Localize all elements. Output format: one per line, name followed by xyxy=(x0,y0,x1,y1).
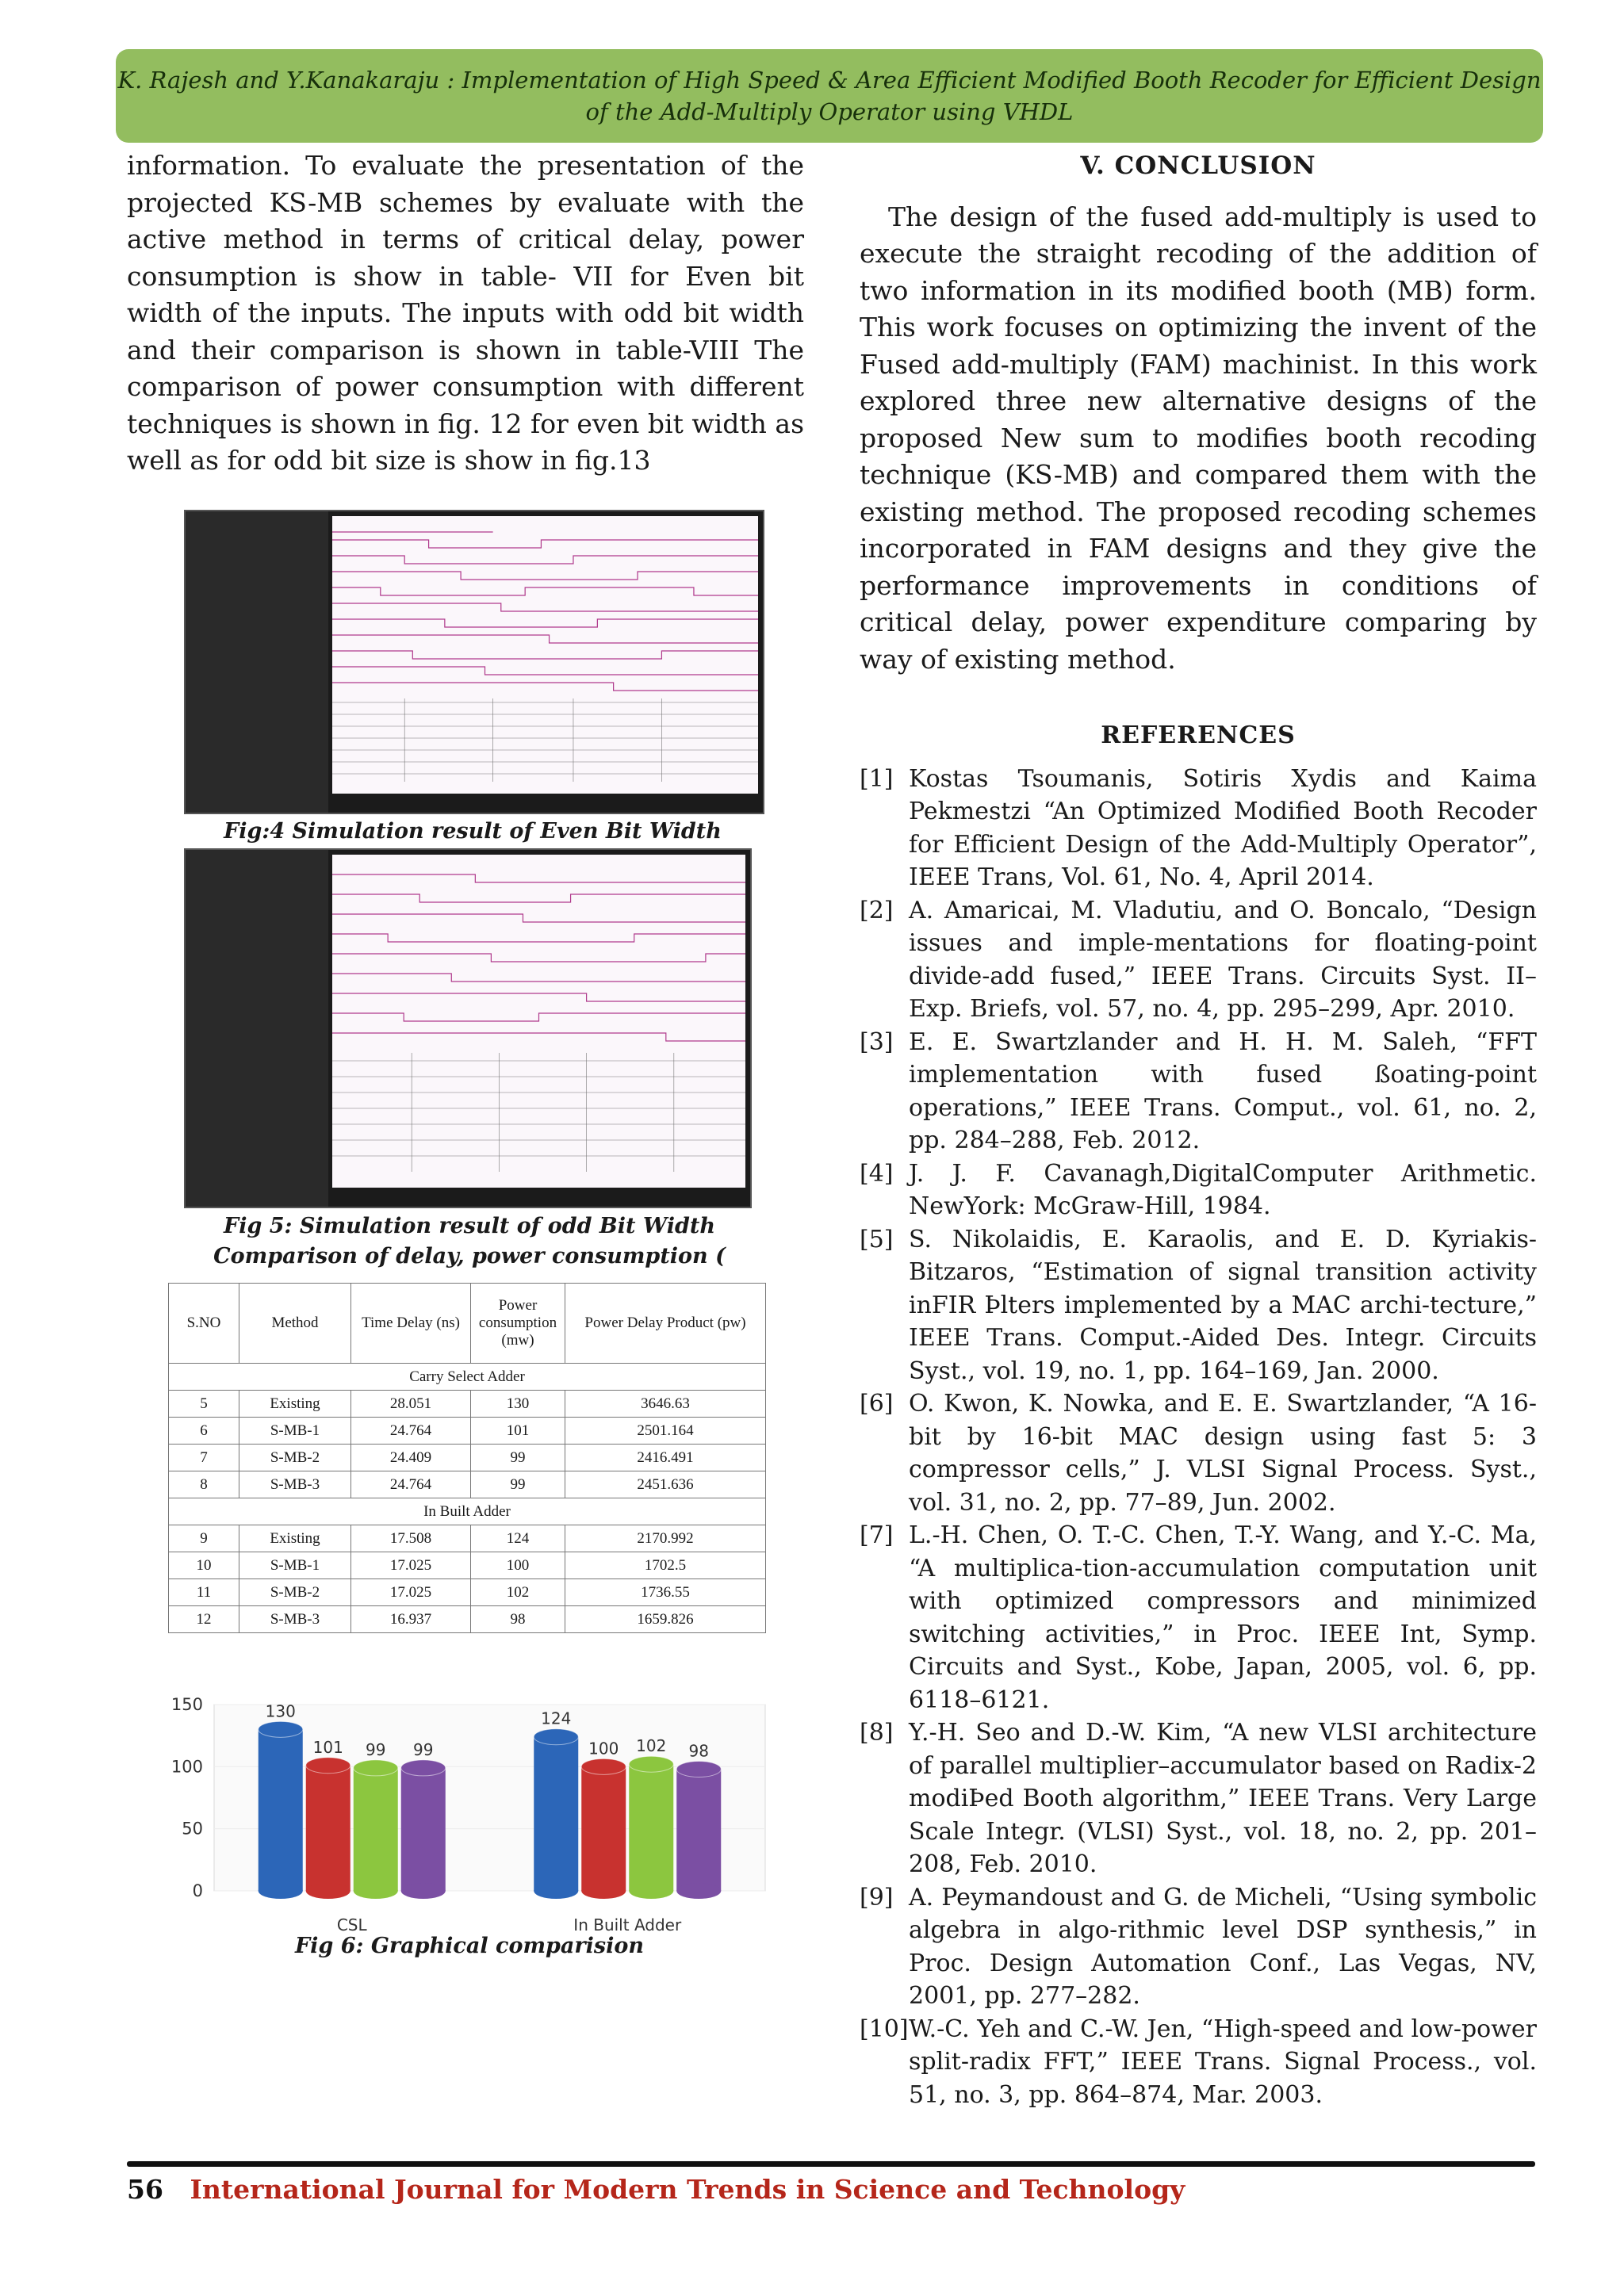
cell: S-MB-1 xyxy=(239,1552,351,1579)
left-intro-paragraph xyxy=(127,147,804,480)
cell: 12 xyxy=(169,1606,239,1633)
bar xyxy=(354,1768,398,1891)
header-sno: S.NO xyxy=(169,1284,239,1364)
bar-top xyxy=(401,1760,446,1776)
waveform-pane xyxy=(332,855,745,1188)
cell: 102 xyxy=(471,1579,565,1606)
cell: 9 xyxy=(169,1525,239,1552)
bar-top xyxy=(534,1729,578,1745)
references-list xyxy=(860,763,1537,2112)
y-tick-label: 150 xyxy=(170,1695,203,1714)
cell: 16.937 xyxy=(351,1606,471,1633)
signal-names-pane xyxy=(186,850,328,1207)
bar-top xyxy=(581,1758,626,1774)
bar-base xyxy=(534,1883,578,1899)
reference-number: [2] xyxy=(860,896,894,924)
bar-top xyxy=(629,1756,673,1772)
cell: 1736.55 xyxy=(565,1579,766,1606)
reference-number: [7] xyxy=(860,1521,894,1549)
cell: S-MB-3 xyxy=(239,1606,351,1633)
signal-names-pane xyxy=(186,511,328,813)
cell: 5 xyxy=(169,1391,239,1418)
reference-text: L.-H. Chen, O. T.-C. Chen, T.-Y. Wang, and Y.-C. Ma, “A multiplica-tion-accumulation computation unit with optimized compressors and minimized switching activities,” in Proc. IEEE Int, Symp. Circuits and Syst., Kobe, Japan, 2005, vol. 6, pp. 6118–6121. xyxy=(909,1521,1537,1714)
cell: 2501.164 xyxy=(565,1418,766,1445)
y-tick-label: 0 xyxy=(192,1881,203,1900)
waveform-pane xyxy=(332,516,758,794)
fig4-simulation-image xyxy=(184,510,764,814)
section-number: V. xyxy=(1080,151,1105,180)
cell: 98 xyxy=(471,1606,565,1633)
comparison-table xyxy=(168,1283,766,1633)
table-row xyxy=(169,1391,766,1418)
reference-item xyxy=(860,1716,1537,1881)
section-title: CONCLUSION xyxy=(1114,151,1316,180)
data-label: 102 xyxy=(636,1736,667,1756)
table-row xyxy=(169,1579,766,1606)
cell: 28.051 xyxy=(351,1391,471,1418)
cell: 8 xyxy=(169,1471,239,1498)
bar xyxy=(259,1729,303,1891)
reference-number: [8] xyxy=(860,1719,894,1747)
reference-text: A. Peymandoust and G. de Micheli, “Using symbolic algebra in algo-rithmic level DSP synthesis,” in Proc. Design Automation Conf., Las Vegas, NV, 2001, pp. 277–282. xyxy=(909,1883,1537,2010)
fig5-caption xyxy=(184,1211,755,1272)
fig5-caption-line-1: Fig 5: Simulation result of odd Bit Width xyxy=(224,1214,715,1238)
cell: 24.764 xyxy=(351,1418,471,1445)
power-comparison-chart xyxy=(167,1689,777,1942)
reference-item xyxy=(860,1387,1537,1519)
cell: S-MB-2 xyxy=(239,1579,351,1606)
bar-base xyxy=(306,1883,350,1899)
running-header xyxy=(116,49,1543,143)
bar-base xyxy=(676,1883,721,1899)
cell: 17.025 xyxy=(351,1552,471,1579)
header-power: Power consumption (mw) xyxy=(471,1284,565,1364)
reference-text: S. Nikolaidis, E. Karaolis, and E. D. Kyriakis-Bitzaros, “Estimation of signal transition activity inFIR Þlters implemented by a MAC archi-tecture,” IEEE Trans. Comput.-Aided Des. Integr. Circuits Syst., vol. 19, no. 1, pp. 164–169, Jan. 2000. xyxy=(909,1225,1537,1385)
bar-top xyxy=(306,1758,350,1774)
reference-text: Y.-H. Seo and D.-W. Kim, “A new VLSI architecture of parallel multiplier–accumulator based on Radix-2 modiÞed Booth algorithm,” IEEE Trans. Very Large Scale Integr. (VLSI) Syst., vol. 18, no. 2, pp. 201–208, Feb. 2010. xyxy=(909,1719,1537,1878)
bar xyxy=(629,1764,673,1891)
cell: 17.025 xyxy=(351,1579,471,1606)
cell: 17.508 xyxy=(351,1525,471,1552)
footer-rule xyxy=(127,2161,1535,2167)
conclusion-paragraph xyxy=(860,199,1537,679)
reference-item xyxy=(860,763,1537,894)
reference-text: W.-C. Yeh and C.-W. Jen, “High-speed and low-power split-radix FFT,” IEEE Trans. Signal Process., vol. 51, no. 3, pp. 864–874, Mar. 2003. xyxy=(909,2015,1537,2109)
group-label: Carry Select Adder xyxy=(169,1364,766,1391)
reference-text: A. Amaricai, M. Vladutiu, and O. Boncalo, “Design issues and imple-mentations for floating-point divide-add fused,” IEEE Trans. Circuits Syst. II–Exp. Briefs, vol. 57, no. 4, pp. 295–299, Apr. 2010. xyxy=(909,896,1537,1023)
reference-text: J. J. F. Cavanagh,DigitalComputer Arithmetic. NewYork: McGraw-Hill, 1984. xyxy=(909,1159,1537,1220)
reference-number: [5] xyxy=(860,1225,894,1253)
cell: 124 xyxy=(471,1525,565,1552)
header-time-delay: Time Delay (ns) xyxy=(351,1284,471,1364)
header-line-1: K. Rajesh and Y.Kanakaraju : Implementation of High Speed & Area Efficient Modified Booth Recoder for Efficient Design xyxy=(117,67,1542,94)
cell: 7 xyxy=(169,1445,239,1471)
table-row xyxy=(169,1445,766,1471)
x-tick-label: In Built Adder xyxy=(573,1915,682,1934)
data-label: 124 xyxy=(541,1709,572,1728)
cell: 1702.5 xyxy=(565,1552,766,1579)
cell: 99 xyxy=(471,1471,565,1498)
bar xyxy=(401,1768,446,1891)
data-label: 100 xyxy=(588,1739,619,1758)
fig5-simulation-image xyxy=(184,848,752,1208)
data-label: 101 xyxy=(312,1737,343,1757)
group-label: In Built Adder xyxy=(169,1498,766,1525)
references-heading: REFERENCES xyxy=(1101,721,1296,749)
bar-base xyxy=(629,1883,673,1899)
page-footer xyxy=(127,2174,1185,2205)
fig6-caption: Fig 6: Graphical comparision xyxy=(295,1934,644,1958)
reference-text: O. Kwon, K. Nowka, and E. E. Swartzlander, “A 16-bit by 16-bit MAC design using fast 5: 3 compressor cells,” J. VLSI Signal Process. Syst., vol. 31, no. 2, pp. 77–89, Jun. 2002. xyxy=(909,1390,1537,1517)
data-label: 98 xyxy=(688,1741,709,1761)
bar-top xyxy=(259,1721,303,1737)
reference-item xyxy=(860,894,1537,1026)
bar xyxy=(581,1766,626,1891)
bar-base xyxy=(259,1883,303,1899)
cell: 130 xyxy=(471,1391,565,1418)
table-row xyxy=(169,1552,766,1579)
bar-base xyxy=(401,1883,446,1899)
waveform-traces xyxy=(332,516,758,794)
table-header-row xyxy=(169,1284,766,1364)
cell: 6 xyxy=(169,1418,239,1445)
table-row xyxy=(169,1418,766,1445)
reference-item xyxy=(860,1881,1537,2013)
reference-number: [1] xyxy=(860,764,894,793)
table-row xyxy=(169,1471,766,1498)
bar-base xyxy=(581,1883,626,1899)
cell: 3646.63 xyxy=(565,1391,766,1418)
cell: 2170.992 xyxy=(565,1525,766,1552)
reference-item xyxy=(860,1026,1537,1158)
cell: S-MB-2 xyxy=(239,1445,351,1471)
reference-number: [4] xyxy=(860,1159,894,1188)
data-label: 130 xyxy=(265,1701,296,1721)
fig4-caption: Fig:4 Simulation result of Even Bit Width xyxy=(224,819,722,844)
bar xyxy=(306,1766,350,1891)
conclusion-text: The design of the fused add-multiply is used to execute the straight recoding of the addition of two information in its modified booth (MB) form. This work focuses on optimizing the invent of the Fused add-multiply (FAM) machinist. In this work explored three new alternative designs of the proposed New sum to modifies booth recoding technique (KS-MB) and compared them with the existing method. The proposed recoding schemes incorporated in FAM designs and they give the performance improvements in conditions of critical delay, power expenditure comparing by way of existing method. xyxy=(860,201,1537,675)
cell: 11 xyxy=(169,1579,239,1606)
cell: 100 xyxy=(471,1552,565,1579)
table-row xyxy=(169,1606,766,1633)
bar-top xyxy=(676,1761,721,1777)
reference-number: [6] xyxy=(860,1390,894,1418)
group-row xyxy=(169,1364,766,1391)
page-number: 56 xyxy=(127,2174,163,2205)
cell: S-MB-3 xyxy=(239,1471,351,1498)
bar-top xyxy=(354,1760,398,1776)
cell: 10 xyxy=(169,1552,239,1579)
cell: 1659.826 xyxy=(565,1606,766,1633)
waveform-traces xyxy=(332,855,745,1188)
cell: S-MB-1 xyxy=(239,1418,351,1445)
x-tick-label: CSL xyxy=(336,1915,367,1934)
fig5-caption-line-2: Comparison of delay, power consumption ( xyxy=(213,1244,726,1269)
reference-item xyxy=(860,1519,1537,1716)
reference-text: E. E. Swartzlander and H. H. M. Saleh, “FFT implementation with fused ßoating-point operations,” IEEE Trans. Comput., vol. 61, no. 2, pp. 284–288, Feb. 2012. xyxy=(909,1027,1537,1154)
cell: Existing xyxy=(239,1525,351,1552)
right-column xyxy=(860,147,1537,2111)
cell: 24.764 xyxy=(351,1471,471,1498)
intro-text: information. To evaluate the presentation of the projected KS-MB schemes by evaluate with the active method in terms of critical delay, power consumption is show in table- VII for Even bit width of the inputs. The inputs with odd bit width and their comparison is shown in table-VIII The comparison of power consumption with different techniques is shown in fig. 12 for even bit width as well as for odd bit size is show in fig.13 xyxy=(127,150,804,476)
cell: 2416.491 xyxy=(565,1445,766,1471)
journal-name: International Journal for Modern Trends in Science and Technology xyxy=(190,2174,1185,2205)
group-row xyxy=(169,1498,766,1525)
header-method: Method xyxy=(239,1284,351,1364)
reference-item xyxy=(860,2013,1537,2112)
cell: 101 xyxy=(471,1418,565,1445)
y-tick-label: 100 xyxy=(170,1757,203,1777)
header-pdp: Power Delay Product (pw) xyxy=(565,1284,766,1364)
data-label: 99 xyxy=(366,1739,386,1759)
reference-item xyxy=(860,1158,1537,1223)
reference-number: [10] xyxy=(860,2015,909,2043)
header-line-2: of the Add-Multiply Operator using VHDL xyxy=(585,98,1074,125)
cell: Existing xyxy=(239,1391,351,1418)
cell: 24.409 xyxy=(351,1445,471,1471)
reference-number: [3] xyxy=(860,1027,894,1056)
reference-item xyxy=(860,1223,1537,1388)
y-tick-label: 50 xyxy=(182,1819,203,1839)
bar xyxy=(534,1737,578,1891)
reference-number: [9] xyxy=(860,1883,894,1911)
bar-base xyxy=(354,1883,398,1899)
cell: 99 xyxy=(471,1445,565,1471)
cell: 2451.636 xyxy=(565,1471,766,1498)
table-row xyxy=(169,1525,766,1552)
data-label: 99 xyxy=(413,1739,434,1759)
section-heading xyxy=(860,147,1537,185)
bar xyxy=(676,1769,721,1891)
reference-text: Kostas Tsoumanis, Sotiris Xydis and Kaima Pekmestzi “An Optimized Modified Booth Recoder for Efficient Design of the Add-Multiply Operator”, IEEE Trans, Vol. 61, No. 4, April 2014. xyxy=(909,764,1537,891)
